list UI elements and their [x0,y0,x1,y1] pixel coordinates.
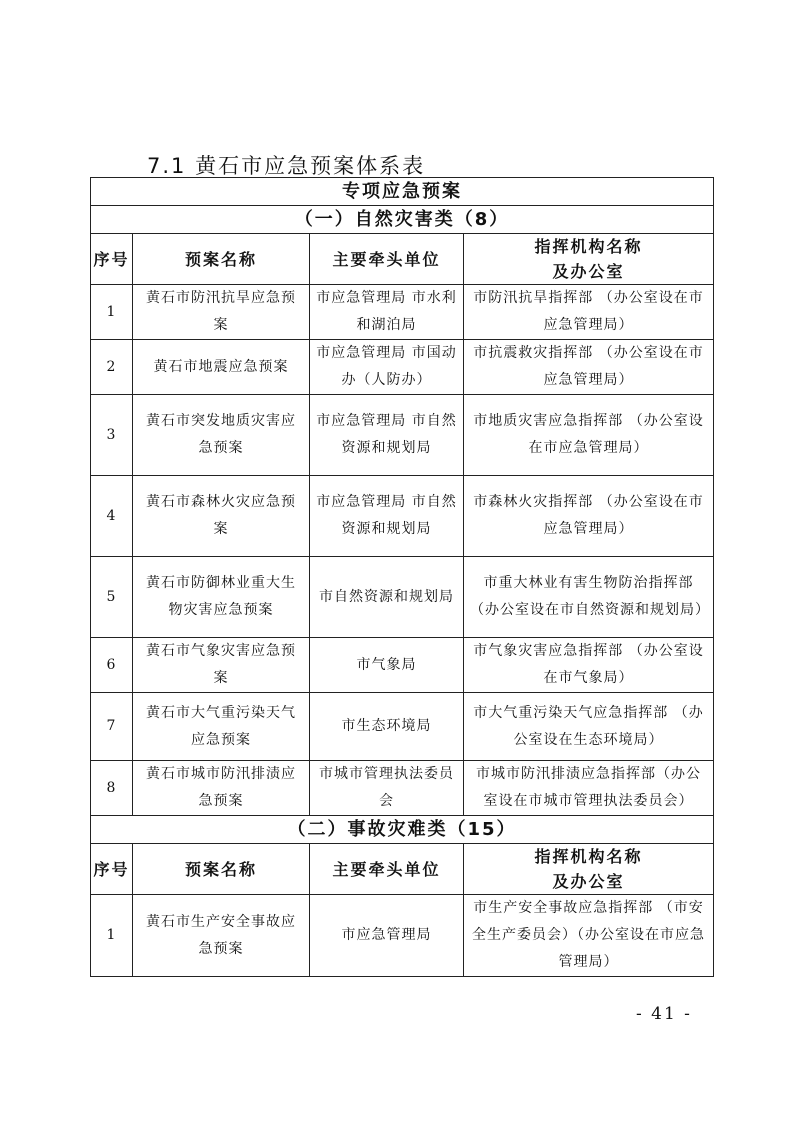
section-header-row [91,816,714,844]
lead-unit: 市生态环境局 [310,693,464,761]
col-header-name: 预案名称 [133,844,310,895]
column-header-row [91,234,714,285]
lead-unit: 市自然资源和规划局 [310,557,464,638]
col-header-command-line1: 指挥机构名称 [534,847,643,866]
plan-name: 黄石市防汛抗旱应急预案 [133,285,310,340]
plan-name: 黄石市森林火灾应急预案 [133,476,310,557]
table-row [91,557,714,638]
lead-unit: 市城市管理执法委员会 [310,761,464,816]
row-index: 5 [91,557,133,638]
section-header-row [91,206,714,234]
command-body: 市抗震救灾指挥部 （办公室设在市应急管理局） [464,340,714,395]
col-header-command-line1: 指挥机构名称 [534,237,643,256]
command-body: 市气象灾害应急指挥部 （办公室设在市气象局） [464,638,714,693]
main-header-row [91,178,714,206]
lead-unit: 市气象局 [310,638,464,693]
row-index: 6 [91,638,133,693]
command-body: 市城市防汛排渍应急指挥部（办公室设在市城市管理执法委员会） [464,761,714,816]
column-header-row [91,844,714,895]
command-body: 市生产安全事故应急指挥部 （市安全生产委员会）（办公室设在市应急管理局） [464,895,714,977]
table-row [91,638,714,693]
lead-unit: 市应急管理局 市水利和湖泊局 [310,285,464,340]
lead-unit: 市应急管理局 市国动办（人防办） [310,340,464,395]
plan-name: 黄石市突发地质灾害应急预案 [133,395,310,476]
page-number: - 41 - [636,1004,692,1024]
row-index: 3 [91,395,133,476]
lead-unit: 市应急管理局 市自然资源和规划局 [310,476,464,557]
section-1-title: （一）自然灾害类（8） [91,206,714,234]
row-index: 1 [91,895,133,977]
table-row [91,895,714,977]
row-index: 7 [91,693,133,761]
col-header-index: 序号 [91,844,133,895]
col-header-command-line2: 及办公室 [552,262,625,281]
plan-name: 黄石市防御林业重大生物灾害应急预案 [133,557,310,638]
col-header-unit: 主要牵头单位 [310,844,464,895]
emergency-plan-table [90,177,714,977]
row-index: 2 [91,340,133,395]
command-body: 市重大林业有害生物防治指挥部 （办公室设在市自然资源和规划局） [464,557,714,638]
table-row [91,395,714,476]
col-header-command [464,844,714,895]
table-row [91,693,714,761]
command-body: 市防汛抗旱指挥部 （办公室设在市应急管理局） [464,285,714,340]
command-body: 市森林火灾指挥部 （办公室设在市应急管理局） [464,476,714,557]
row-index: 1 [91,285,133,340]
col-header-unit: 主要牵头单位 [310,234,464,285]
row-index: 4 [91,476,133,557]
col-header-name: 预案名称 [133,234,310,285]
table-row [91,761,714,816]
command-body: 市大气重污染天气应急指挥部 （办公室设在生态环境局） [464,693,714,761]
page-title: 7.1 黄石市应急预案体系表 [147,154,426,178]
plan-name: 黄石市大气重污染天气应急预案 [133,693,310,761]
table-row [91,285,714,340]
row-index: 8 [91,761,133,816]
lead-unit: 市应急管理局 [310,895,464,977]
plan-name: 黄石市气象灾害应急预案 [133,638,310,693]
col-header-command [464,234,714,285]
command-body: 市地质灾害应急指挥部 （办公室设在市应急管理局） [464,395,714,476]
table-row [91,476,714,557]
col-header-command-line2: 及办公室 [552,872,625,891]
main-header: 专项应急预案 [91,178,714,206]
plan-name: 黄石市地震应急预案 [133,340,310,395]
plan-name: 黄石市城市防汛排渍应急预案 [133,761,310,816]
section-2-title: （二）事故灾难类（15） [91,816,714,844]
col-header-index: 序号 [91,234,133,285]
table-row [91,340,714,395]
lead-unit: 市应急管理局 市自然资源和规划局 [310,395,464,476]
plan-name: 黄石市生产安全事故应急预案 [133,895,310,977]
